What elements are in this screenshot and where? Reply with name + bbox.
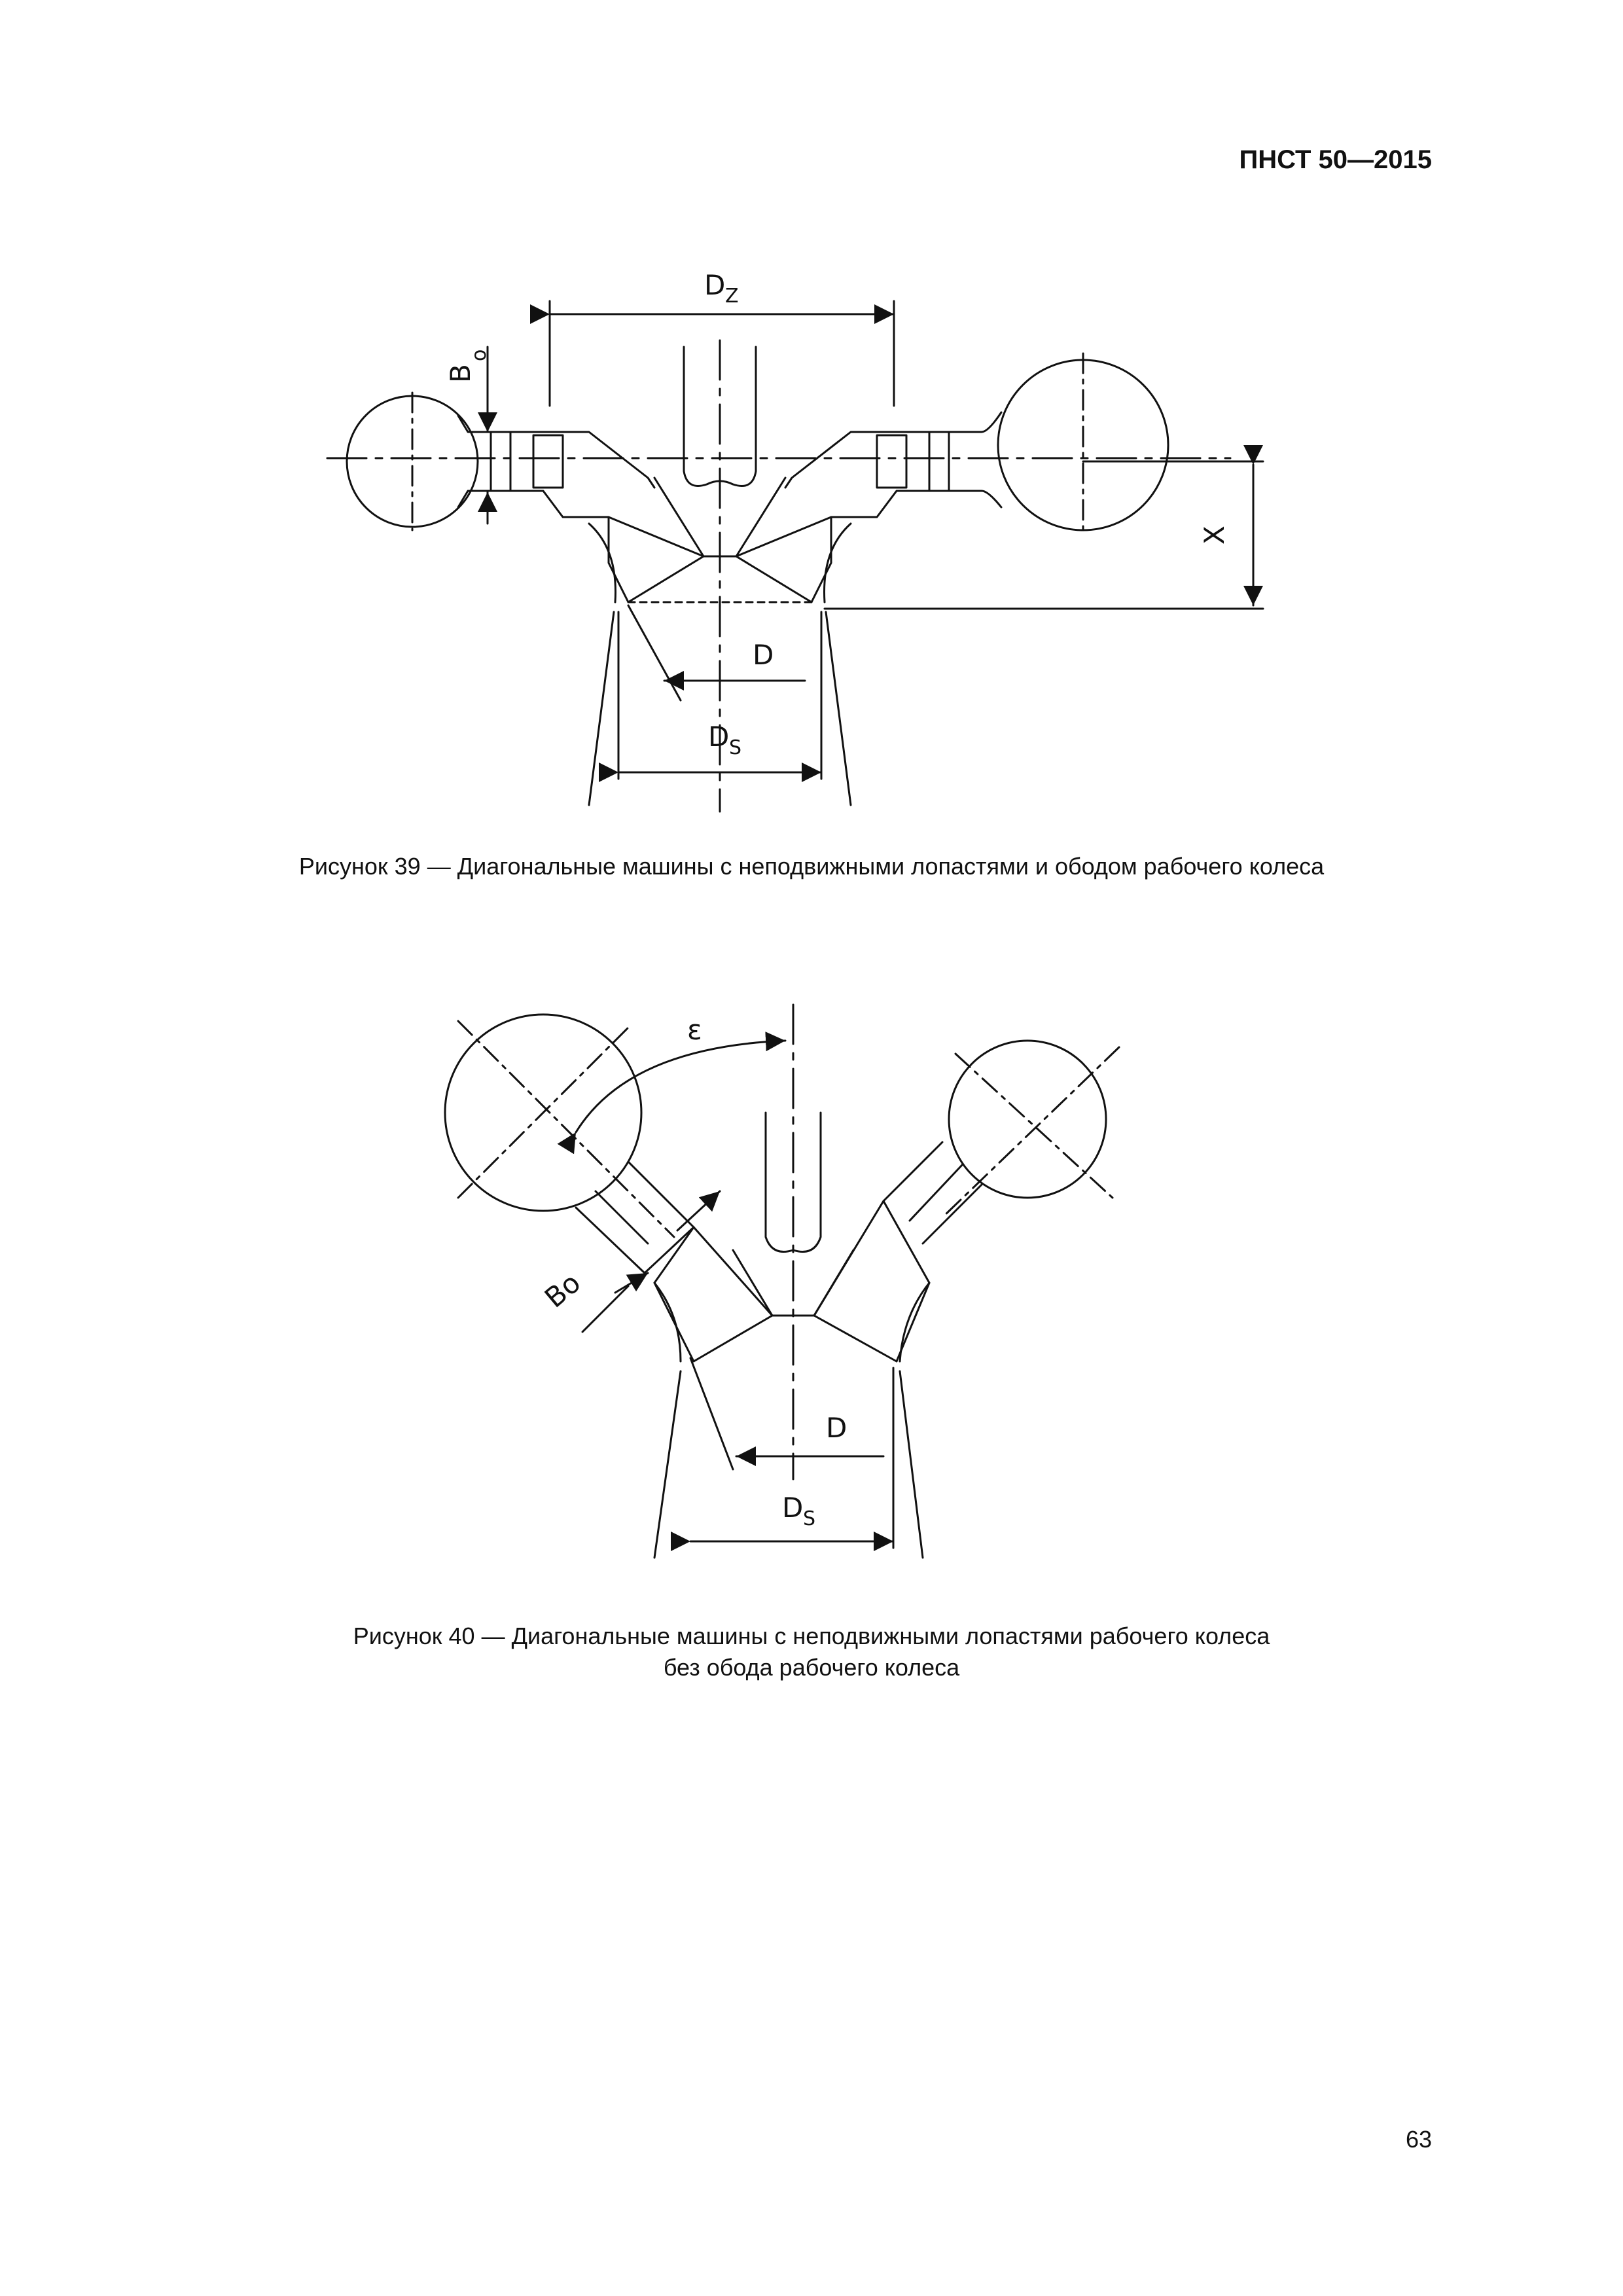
ds-label: D	[708, 721, 730, 753]
figure-40-caption-line-1: Рисунок 40 — Диагональные машины с неподвижными лопастями рабочего колеса	[353, 1623, 1270, 1649]
bo-arrow-top	[677, 1191, 720, 1230]
bo-label: B	[444, 364, 476, 383]
left-casing-top	[510, 432, 654, 488]
left-volute-axis-cross	[458, 1028, 628, 1198]
right-volute-circle	[949, 1041, 1106, 1198]
figure-40-drawing	[0, 982, 1623, 1584]
bo-arrow-bottom	[615, 1273, 648, 1293]
right-blade	[736, 517, 831, 602]
right-duct-wall	[826, 612, 851, 805]
left-casing-bottom	[510, 491, 609, 517]
left-neck	[576, 1162, 694, 1273]
right-blade	[814, 1201, 929, 1361]
left-inlet-lip	[654, 1283, 681, 1361]
figure-40-caption	[0, 1621, 1623, 1683]
figure-40	[0, 982, 1623, 1584]
epsilon-arc	[576, 1041, 785, 1132]
dz-label-sub: Z	[725, 285, 739, 308]
left-neck-end	[645, 1227, 694, 1273]
d-label: D	[753, 639, 774, 671]
ds-label-sub: S	[803, 1507, 816, 1530]
left-neck-band	[596, 1191, 648, 1244]
right-volute-axis-cross	[942, 1047, 1119, 1217]
right-duct-wall	[900, 1371, 923, 1558]
d-leader	[628, 605, 681, 700]
bo-label-sub: o	[468, 349, 491, 361]
ds-label-sub: S	[729, 736, 742, 759]
left-duct-wall	[654, 1371, 681, 1558]
x-label: X	[1198, 526, 1230, 545]
bo-leader	[582, 1286, 628, 1332]
figure-39-drawing	[0, 249, 1623, 825]
epsilon-label: ε	[687, 1014, 702, 1046]
ds-label: D	[782, 1492, 804, 1524]
figure-40-caption-line-2: без обода рабочего колеса	[663, 1654, 960, 1681]
left-inlet-lip	[589, 524, 616, 602]
document-header: ПНСТ 50—2015	[1239, 145, 1432, 174]
figure-39	[0, 249, 1623, 825]
dz-label: D	[704, 269, 726, 301]
d-leader	[690, 1358, 733, 1469]
right-neck	[929, 412, 1001, 507]
left-blade-window	[533, 435, 563, 488]
left-neck	[458, 416, 510, 507]
figure-39-caption: Рисунок 39 — Диагональные машины с неподвижными лопастями и ободом рабочего колеса	[298, 853, 1325, 880]
left-volute-axis-diag	[458, 1021, 674, 1237]
left-blade	[609, 517, 704, 602]
right-blade-window	[877, 435, 906, 488]
d-label: D	[826, 1412, 847, 1444]
right-casing-bottom	[831, 491, 929, 517]
right-casing-top	[785, 432, 929, 488]
page-number: 63	[1405, 2126, 1432, 2153]
left-duct-wall	[589, 612, 614, 805]
right-inlet-lip	[825, 524, 851, 602]
bo-label: Bo	[538, 1266, 587, 1314]
